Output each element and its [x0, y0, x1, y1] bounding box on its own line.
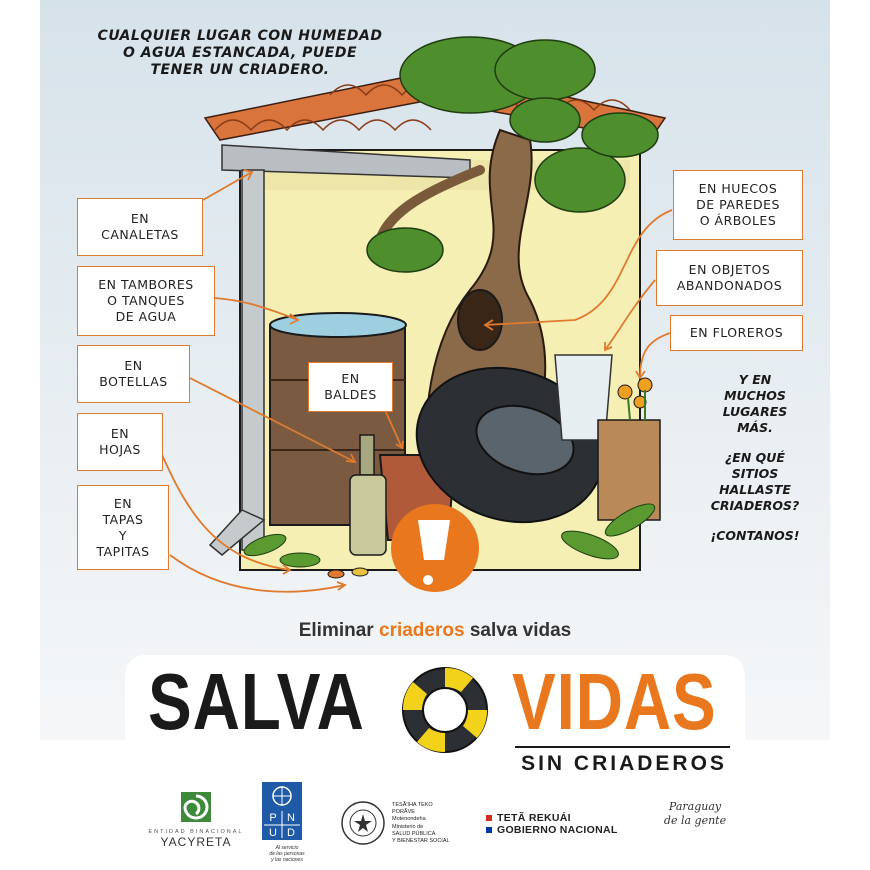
globe-icon — [262, 782, 302, 840]
pnud-letter: D — [287, 827, 295, 839]
tagline — [0, 620, 870, 642]
tagline-post: salva vidas — [469, 620, 572, 641]
side-line: LUGARES — [722, 404, 788, 419]
logo-pnud — [262, 782, 312, 863]
msp-bottom-line: SALUD PÚBLICA — [392, 831, 436, 837]
logo-gobierno — [486, 812, 626, 836]
side-line: MÁS. — [737, 420, 773, 435]
side-cta: ¡CONTANOS! — [710, 528, 800, 543]
headline-line: CUALQUIER LUGAR CON HUMEDAD — [97, 28, 383, 44]
label-botellas — [77, 345, 190, 403]
label-line: EN — [341, 371, 360, 386]
flag-red-square — [486, 815, 492, 821]
msp-bottom-line: Ministerio de — [392, 824, 424, 830]
headline-line: TENER UN CRIADERO. — [150, 62, 330, 78]
label-line: ABANDONADOS — [676, 278, 783, 293]
label-tapas — [77, 485, 169, 570]
side-line: SITIOS — [731, 466, 779, 481]
msp-top-line: TESÃ'IHA TEKO — [392, 802, 433, 808]
pnud-caption: Al servicio — [275, 845, 299, 851]
logo-paraguay-de-la-gente — [650, 800, 740, 828]
gobierno-line: GOBIERNO NACIONAL — [497, 824, 618, 836]
pnud-letter: U — [269, 827, 277, 839]
label-line: O TANQUES — [107, 293, 185, 308]
side-message — [680, 372, 830, 544]
life-ring-icon — [395, 660, 495, 760]
flag-blue-square — [486, 827, 492, 833]
brand-salva: SALVA — [148, 657, 365, 746]
side-line: CRIADEROS? — [710, 498, 800, 513]
label-line: EN — [110, 426, 130, 441]
label-line: BOTELLAS — [99, 374, 168, 389]
label-line: EN TAMBORES — [98, 277, 194, 292]
yacyreta-line1: ENTIDAD BINACIONAL — [148, 829, 244, 835]
logo-msp — [340, 800, 475, 851]
headline — [60, 28, 420, 79]
side-line: MUCHOS — [724, 388, 786, 403]
label-line: Y — [118, 527, 128, 543]
spiral-logo-icon — [179, 790, 213, 824]
brand-vidas: VIDAS — [512, 657, 717, 746]
label-baldes — [308, 362, 393, 412]
tagline-highlight: criaderos — [379, 620, 465, 641]
paraguay-line: de la gente — [663, 814, 727, 827]
seal-icon — [340, 800, 386, 846]
side-line: Y EN — [738, 372, 772, 387]
pnud-letter: P — [269, 812, 277, 824]
label-line: TAPITAS — [96, 543, 150, 559]
pnud-caption: y las naciones — [271, 857, 303, 863]
msp-top-line: PORÃVE — [392, 809, 415, 815]
tree-hollow — [458, 290, 502, 350]
label-line: DE AGUA — [115, 309, 177, 324]
brand-divider — [515, 746, 730, 748]
headline-line: O AGUA ESTANCADA, PUEDE — [122, 45, 358, 61]
paraguay-line: Paraguay — [668, 800, 722, 813]
label-line: EN — [124, 358, 143, 373]
yacyreta-line2: YACYRETA — [160, 835, 232, 849]
label-line: EN OBJETOS — [688, 262, 771, 277]
label-line: DE PAREDES — [696, 197, 780, 212]
label-canaletas — [77, 198, 203, 256]
side-line: HALLASTE — [719, 482, 791, 497]
msp-top-line: Motenondeha — [392, 816, 426, 822]
label-line: EN — [130, 211, 150, 226]
label-line: CANALETAS — [101, 227, 179, 242]
label-abandonados — [656, 250, 803, 306]
label-line: TAPAS — [102, 511, 144, 527]
label-tambores — [77, 266, 215, 336]
brand-subtitle: SIN CRIADEROS — [521, 752, 727, 775]
tagline-pre: Eliminar — [298, 620, 374, 641]
label-line: BALDES — [324, 387, 377, 402]
logo-yacyreta — [146, 790, 246, 849]
label-hojas — [77, 413, 163, 471]
pnud-caption: de las personas — [269, 851, 305, 857]
label-line: EN HUECOS — [698, 181, 778, 196]
msp-bottom-line: Y BIENESTAR SOCIAL — [392, 838, 450, 844]
label-huecos — [673, 170, 803, 240]
paint-bucket-icon — [391, 504, 479, 592]
label-floreros — [670, 315, 803, 351]
gobierno-line: TETÃ REKUÁI — [497, 812, 571, 824]
label-line: EN FLOREROS — [689, 325, 784, 340]
side-line: ¿EN QUÉ — [725, 450, 785, 465]
pnud-letter: N — [287, 812, 295, 824]
label-line: HOJAS — [99, 442, 141, 457]
label-line: EN — [113, 495, 133, 511]
label-line: O ÁRBOLES — [699, 213, 777, 228]
